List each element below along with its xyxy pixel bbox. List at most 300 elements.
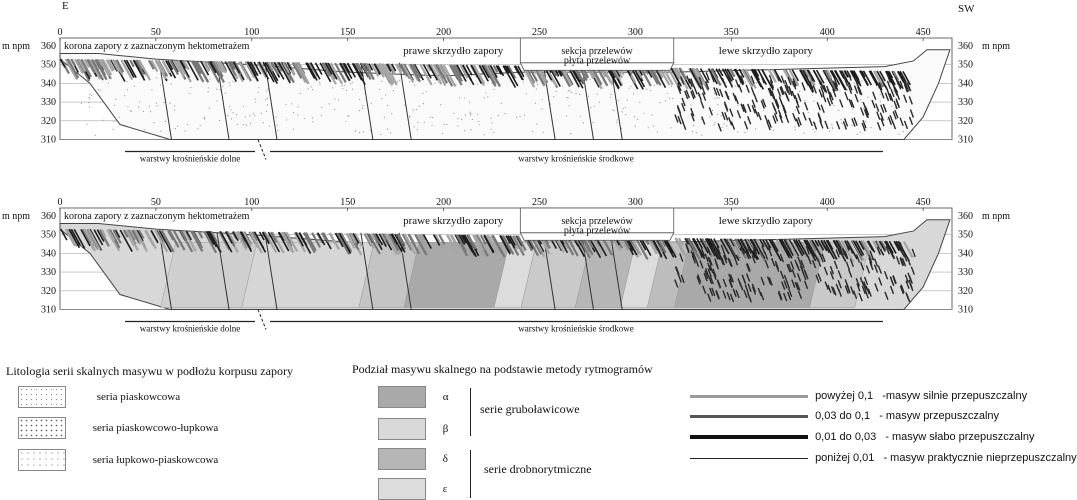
beta-swatch <box>378 418 426 440</box>
lithology-dot <box>216 100 217 101</box>
lithology-dot <box>197 128 198 129</box>
lithology-dot <box>229 82 230 83</box>
lithology-dot <box>542 99 543 100</box>
lithology-dot <box>465 115 466 116</box>
lithology-dot <box>536 124 537 125</box>
lithology-dot <box>610 94 611 95</box>
lithology-dot <box>568 90 569 91</box>
lithology-dot <box>175 128 176 129</box>
lithology-dot <box>803 132 804 133</box>
lithology-dot <box>745 81 746 82</box>
y-tick-label: 360 <box>41 211 56 222</box>
lithology-dot <box>831 124 832 125</box>
division-item-epsilon <box>378 478 447 500</box>
lithology-dot <box>637 119 638 120</box>
lithology-dot <box>590 107 591 108</box>
lithology-dot <box>657 131 658 132</box>
lithology-dot <box>321 115 322 116</box>
lithology-dot <box>838 110 839 111</box>
lithology-dot <box>623 108 624 109</box>
lithology-dot <box>669 98 670 99</box>
lithology-dot <box>825 78 826 79</box>
lithology-dot <box>404 104 405 105</box>
lithology-dot <box>795 110 796 111</box>
lithology-dot <box>648 127 649 128</box>
crest-label: korona zapory z zaznaczonym hektometrażem <box>64 41 250 52</box>
lithology-dot <box>130 110 131 111</box>
lithology-dot <box>332 87 333 88</box>
y-tick-label: 350 <box>958 59 973 71</box>
permeability-line <box>690 415 808 418</box>
lithology-dot <box>225 93 226 94</box>
sandstone-shale-swatch <box>18 417 66 439</box>
lithology-dot <box>714 98 715 99</box>
lithology-dot <box>700 94 701 95</box>
lithology-dot <box>516 117 517 118</box>
lithology-dot <box>232 81 233 82</box>
lithology-dot <box>860 99 861 100</box>
lithology-dot <box>151 89 152 90</box>
lithology-dot <box>832 128 833 129</box>
lithology-dot <box>840 119 841 120</box>
lithology-dot <box>472 119 473 120</box>
lithology-dot <box>409 116 410 117</box>
x-tick-label: 50 <box>150 197 161 208</box>
lithology-dot <box>174 109 175 110</box>
lithology-dot <box>81 103 82 104</box>
lithology-dot <box>453 113 454 114</box>
x-tick-label: 300 <box>627 197 643 208</box>
y-unit-right: m npm <box>982 211 1011 222</box>
x-tick-label: 200 <box>436 27 452 38</box>
lithology-dot <box>756 82 757 83</box>
lithology-dot <box>113 129 114 130</box>
y-tick-label: 320 <box>958 115 973 127</box>
lithology-dot <box>484 134 485 135</box>
lithology-dot <box>87 124 88 125</box>
lithology-dot <box>370 130 371 131</box>
lithology-dot <box>903 131 904 132</box>
lithology-dot <box>432 117 433 118</box>
lithology-dot <box>553 96 554 97</box>
lithology-dot <box>537 84 538 85</box>
lithology-dot <box>870 127 871 128</box>
lithology-dot <box>841 123 842 124</box>
lithology-dot <box>469 101 470 102</box>
lithology-dot <box>556 91 557 92</box>
lithology-dot <box>89 106 90 107</box>
lithology-dot <box>654 85 655 86</box>
lithology-dot <box>567 97 568 98</box>
lithology-dot <box>266 111 267 112</box>
division-symbol: ε <box>442 482 448 495</box>
lithology-dot <box>854 83 855 84</box>
layer-label-lower: warstwy krośnieńskie dolne <box>139 323 241 334</box>
lithology-item-label: seria piaskowcowa <box>96 390 181 403</box>
lithology-dot <box>127 106 128 107</box>
layer-boundary <box>258 140 266 160</box>
lithology-dot <box>583 122 584 123</box>
zone-label-spillway-slab: płyta przelewów <box>563 55 631 67</box>
lithology-dot <box>113 121 114 122</box>
lithology-dot <box>236 114 237 115</box>
lithology-dot <box>254 115 255 116</box>
lithology-dot <box>566 115 567 116</box>
lithology-dot <box>308 88 309 89</box>
lithology-dot <box>461 119 462 120</box>
lithology-dot <box>150 111 151 112</box>
lithology-dot <box>397 81 398 82</box>
lithology-dot <box>722 127 723 128</box>
lithology-dot <box>149 105 150 106</box>
lithology-dot <box>690 105 691 106</box>
division-item-delta <box>378 448 448 470</box>
lithology-dot <box>504 113 505 114</box>
lithology-dot <box>878 87 879 88</box>
lithology-dot <box>255 101 256 102</box>
lithology-dot <box>490 117 491 118</box>
lithology-dot <box>634 116 635 117</box>
x-tick-label: 350 <box>723 197 739 208</box>
permeability-desc: - masyw praktycznie nieprzepuszczalny <box>883 452 1077 464</box>
lithology-dot <box>633 93 634 94</box>
lithology-dot <box>385 94 386 95</box>
lithology-dot <box>808 112 809 113</box>
lithology-dot <box>200 125 201 126</box>
lithology-dot <box>487 96 488 97</box>
y-tick-label: 330 <box>958 267 973 279</box>
lithology-dot <box>319 82 320 83</box>
sandstone-swatch <box>18 386 66 408</box>
lithology-dot <box>646 89 647 90</box>
lithology-dot <box>390 132 391 133</box>
lithology-dot <box>570 133 571 134</box>
lithology-dot <box>291 103 292 104</box>
lithology-dot <box>169 103 170 104</box>
y-tick-label: 350 <box>41 59 56 71</box>
lithology-dot <box>493 132 494 133</box>
lithology-dot <box>267 104 268 105</box>
lithology-dot <box>362 105 363 106</box>
lithology-dot <box>209 108 210 109</box>
lithology-dot <box>426 91 427 92</box>
lithology-dot <box>616 122 617 123</box>
lithology-dot <box>880 94 881 95</box>
permeability-range: powyżej 0,1 <box>815 390 874 402</box>
lithology-dot <box>143 111 144 112</box>
lithology-dot <box>387 105 388 106</box>
lithology-dot <box>250 123 251 124</box>
lithology-dot <box>599 102 600 103</box>
lithology-dot <box>612 109 613 110</box>
lithology-dot <box>464 97 465 98</box>
lithology-dot <box>847 89 848 90</box>
lithology-dot <box>116 121 117 122</box>
lithology-dot <box>627 100 628 101</box>
lithology-dot <box>266 91 267 92</box>
lithology-dot <box>625 114 626 115</box>
lithology-dot <box>526 93 527 94</box>
lithology-dot <box>413 126 414 127</box>
division-symbol: δ <box>442 452 448 465</box>
lithology-dot <box>470 129 471 130</box>
layer-label-middle: warstwy krośnieńskie środkowe <box>518 153 634 164</box>
lithology-dot <box>763 110 764 111</box>
permeability-item <box>690 431 1034 443</box>
lithology-dot <box>216 89 217 90</box>
lithology-dot <box>898 134 899 135</box>
lithology-dot <box>417 122 418 123</box>
lithology-dot <box>209 78 210 79</box>
layer-boundary <box>258 310 266 330</box>
lithology-dot <box>773 130 774 131</box>
y-unit-left: m npm <box>2 211 31 222</box>
x-tick-label: 100 <box>244 197 260 208</box>
lithology-dot <box>219 89 220 90</box>
lithology-dot <box>285 104 286 105</box>
lithology-dot <box>535 103 536 104</box>
alpha-swatch <box>378 386 426 408</box>
lithology-dot <box>430 117 431 118</box>
zone-label-left-wing: lewe skrzydło zapory <box>718 215 813 227</box>
lithology-dot <box>667 93 668 94</box>
lithology-item-shale-sandstone <box>18 449 218 471</box>
lithology-dot <box>735 86 736 87</box>
lithology-dot <box>267 88 268 89</box>
lithology-dot <box>380 134 381 135</box>
lithology-dot <box>269 125 270 126</box>
lithology-dot <box>243 124 244 125</box>
lithology-dot <box>245 116 246 117</box>
x-tick-label: 350 <box>723 27 739 38</box>
zone-label-right-wing: prawe skrzydło zapory <box>403 45 504 57</box>
lithology-dot <box>139 101 140 102</box>
lithology-dot <box>115 99 116 100</box>
lithology-dot <box>177 126 178 127</box>
x-tick-label: 250 <box>532 197 547 208</box>
lithology-dot <box>277 130 278 131</box>
permeability-desc: -masyw silnie przepuszczalny <box>882 390 1028 402</box>
lithology-dot <box>222 86 223 87</box>
permeability-item <box>690 410 999 422</box>
y-tick-label: 320 <box>41 285 56 297</box>
lithology-dot <box>409 81 410 82</box>
lithology-dot <box>249 115 250 116</box>
y-tick-label: 360 <box>41 41 56 52</box>
lithology-dot <box>755 128 756 129</box>
lithology-dot <box>334 109 335 110</box>
lithology-dot <box>713 124 714 125</box>
lithology-dot <box>184 130 185 131</box>
lithology-dot <box>794 126 795 127</box>
lithology-dot <box>381 81 382 82</box>
lithology-dot <box>304 118 305 119</box>
lithology-dot <box>174 105 175 106</box>
lithology-dot <box>293 129 294 130</box>
lithology-dot <box>219 120 220 121</box>
lithology-item-sandstone-shale <box>18 417 218 439</box>
lithology-dot <box>479 124 480 125</box>
lithology-dot <box>254 99 255 100</box>
permeability-range: 0,01 do 0,03 <box>815 431 877 443</box>
lithology-dot <box>737 131 738 132</box>
layer-label-middle: warstwy krośnieńskie środkowe <box>518 323 634 334</box>
lithology-dot <box>536 88 537 89</box>
x-tick-label: 250 <box>532 27 547 38</box>
lithology-dot <box>89 98 90 99</box>
permeability-desc: - masyw przepuszczalny <box>879 410 1000 422</box>
lithology-dot <box>446 124 447 125</box>
lithology-dot <box>253 113 254 114</box>
lithology-dot <box>342 88 343 89</box>
x-tick-label: 400 <box>819 197 835 208</box>
lithology-dot <box>144 129 145 130</box>
lithology-dot <box>417 129 418 130</box>
lithology-dot <box>312 89 313 90</box>
group-bracket <box>470 450 471 498</box>
lithology-dot <box>839 90 840 91</box>
lithology-dot <box>355 130 356 131</box>
lithology-dot <box>230 109 231 110</box>
lithology-dot <box>138 107 139 108</box>
permeability-item <box>690 390 1027 402</box>
group-label-coarse: serie gruboławicowe <box>480 402 580 416</box>
lithology-dot <box>651 114 652 115</box>
lithology-dot <box>696 132 697 133</box>
lithology-dot <box>692 131 693 132</box>
x-tick-label: 300 <box>627 27 643 38</box>
lithology-dot <box>258 87 259 88</box>
lithology-dot <box>227 115 228 116</box>
permeability-item <box>690 452 1077 464</box>
division-item-alpha <box>378 386 449 408</box>
lithology-item-sandstone <box>18 386 180 408</box>
lithology-dot <box>799 91 800 92</box>
lithology-dot <box>233 112 234 113</box>
lithology-dot <box>156 103 157 104</box>
lithology-dot <box>719 97 720 98</box>
lithology-dot <box>164 102 165 103</box>
lithology-dot <box>671 86 672 87</box>
lithology-dot <box>344 85 345 86</box>
lithology-dot <box>737 105 738 106</box>
lithology-dot <box>812 95 813 96</box>
lithology-dot <box>562 85 563 86</box>
lithology-dot <box>165 121 166 122</box>
y-unit-right: m npm <box>982 41 1011 52</box>
lithology-dot <box>346 90 347 91</box>
lithology-dot <box>311 86 312 87</box>
lithology-dot <box>485 92 486 93</box>
lithology-dot <box>297 106 298 107</box>
rhythmogram-zone <box>161 242 257 307</box>
lithology-dot <box>312 121 313 122</box>
x-tick-label: 150 <box>340 197 356 208</box>
lithology-dot <box>470 113 471 114</box>
lithology-dot <box>635 125 636 126</box>
lithology-dot <box>717 97 718 98</box>
lithology-dot <box>127 89 128 90</box>
lithology-dot <box>381 98 382 99</box>
lithology-dot <box>431 125 432 126</box>
y-tick-label: 320 <box>41 115 56 127</box>
lithology-dot <box>597 94 598 95</box>
lithology-dot <box>681 82 682 83</box>
lithology-dot <box>852 108 853 109</box>
permeability-desc: - masyw słabo przepuszczalny <box>885 431 1035 443</box>
lithology-dot <box>423 103 424 104</box>
lithology-dot <box>265 99 266 100</box>
lithology-item-label: seria łupkowo-piaskowcowa <box>92 453 219 466</box>
lithology-dot <box>319 84 320 85</box>
permeability-range: poniżej 0,01 <box>815 452 875 464</box>
lithology-dot <box>438 82 439 83</box>
lithology-dot <box>672 98 673 99</box>
lithology-dot <box>300 93 301 94</box>
zone-label-spillway: sekcja przelewów <box>561 46 633 57</box>
lithology-dot <box>131 111 132 112</box>
lithology-dot <box>614 110 615 111</box>
y-tick-label: 340 <box>958 248 973 260</box>
lithology-dot <box>469 112 470 113</box>
lithology-dot <box>231 118 232 119</box>
y-tick-label: 360 <box>958 41 973 52</box>
lithology-dot <box>566 97 567 98</box>
lithology-dot <box>519 116 520 117</box>
x-tick-label: 50 <box>150 27 161 38</box>
lithology-dot <box>498 115 499 116</box>
lithology-dot <box>659 102 660 103</box>
lithology-dot <box>153 122 154 123</box>
lithology-dot <box>321 106 322 107</box>
division-legend-title: Podział masywu skalnego na podstawie metody rytmogramów <box>352 362 653 376</box>
lithology-dot <box>204 117 205 118</box>
division-symbol: α <box>442 390 449 403</box>
lithology-dot <box>590 79 591 80</box>
lithology-dot <box>258 92 259 93</box>
lithology-dot <box>625 107 626 108</box>
lithology-dot <box>363 131 364 132</box>
lithology-dot <box>724 123 725 124</box>
lithology-dot <box>434 83 435 84</box>
lithology-dot <box>100 90 101 91</box>
section-top <box>2 0 1010 164</box>
lithology-dot <box>157 105 158 106</box>
lithology-dot <box>114 105 115 106</box>
lithology-dot <box>414 84 415 85</box>
lithology-dot <box>891 106 892 107</box>
division-symbol: β <box>442 422 449 435</box>
lithology-dot <box>229 106 230 107</box>
lithology-dot <box>491 122 492 123</box>
lithology-dot <box>863 108 864 109</box>
lithology-dot <box>124 95 125 96</box>
lithology-dot <box>851 125 852 126</box>
lithology-dot <box>717 104 718 105</box>
lithology-dot <box>160 130 161 131</box>
lithology-dot <box>867 97 868 98</box>
lithology-dot <box>286 119 287 120</box>
lithology-dot <box>588 96 589 97</box>
y-tick-label: 310 <box>958 134 973 146</box>
lithology-dot <box>98 89 99 90</box>
lithology-dot <box>387 128 388 129</box>
lithology-dot <box>328 103 329 104</box>
y-tick-label: 320 <box>958 285 973 297</box>
lithology-dot <box>352 89 353 90</box>
lithology-dot <box>550 103 551 104</box>
lithology-dot <box>575 93 576 94</box>
